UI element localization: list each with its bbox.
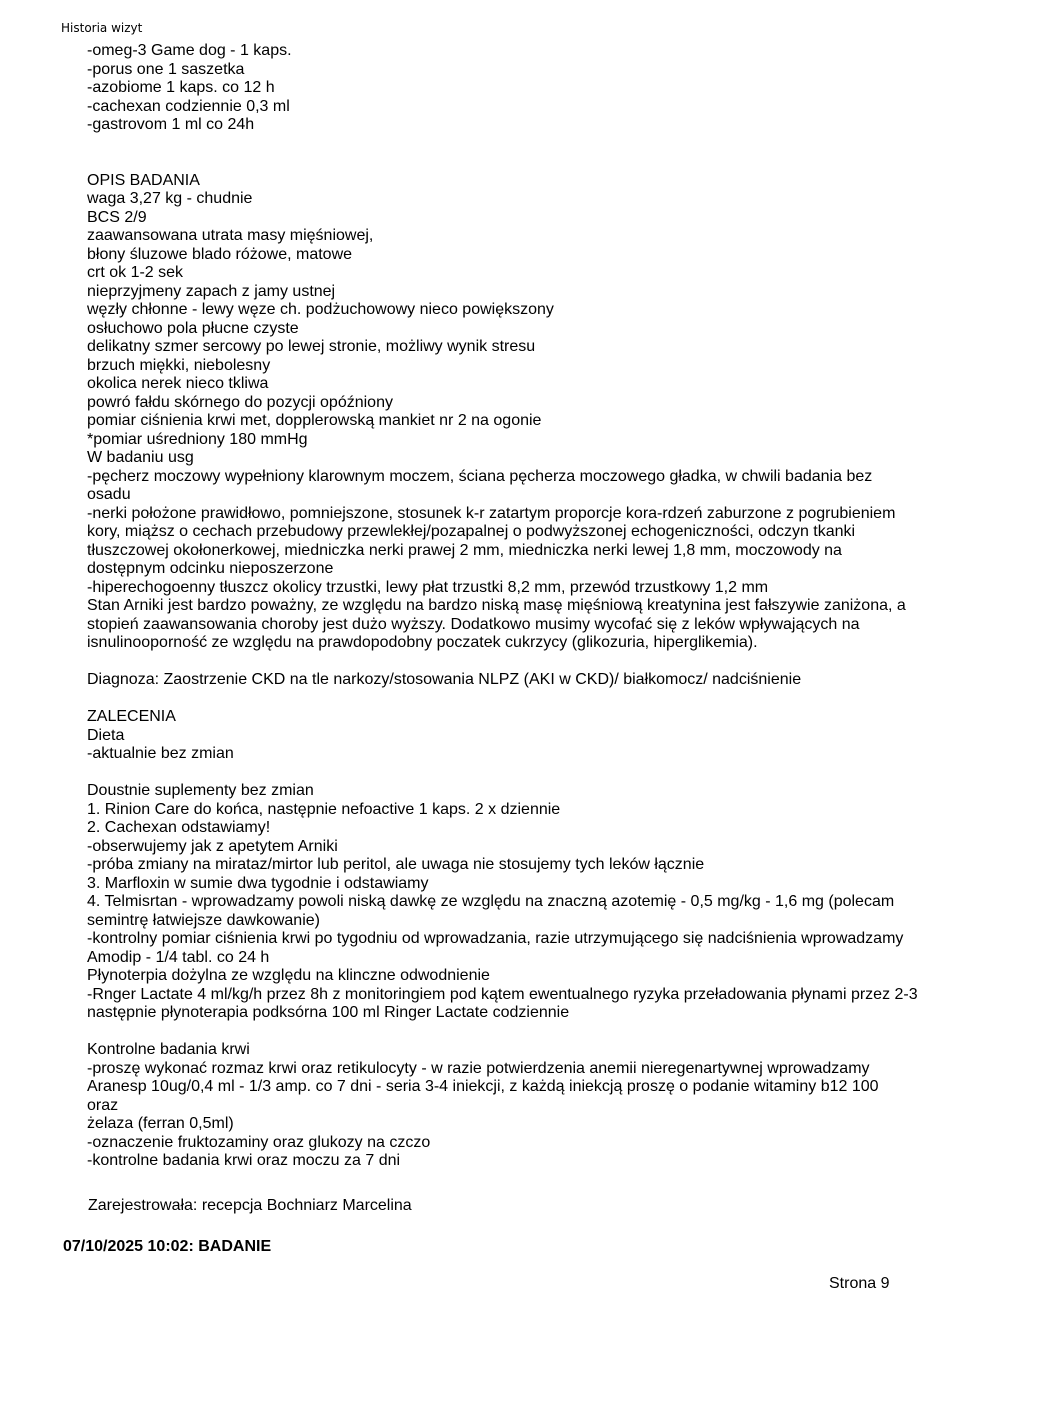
note-line: 2. Cachexan odstawiamy! (87, 819, 271, 836)
note-line: BCS 2/9 (87, 208, 147, 226)
note-line (87, 764, 947, 783)
document-header: Historia wizyt (61, 21, 143, 35)
visit-heading: 07/10/2025 10:02: BADANIE (63, 1238, 272, 1255)
note-line: żelaza (ferran 0,5ml) (87, 1115, 234, 1132)
note-line: -azobiome 1 kaps. co 12 h (87, 79, 275, 96)
note-line: OPIS BADANIA (87, 171, 200, 189)
note-line: delikatny szmer sercowy po lewej stronie, możliwy wynik stresu (87, 338, 536, 355)
note-line: nieprzyjmeny zapach z jamy ustnej (87, 282, 336, 300)
note-line: crt ok 1-2 sek (87, 264, 184, 281)
note-line (87, 135, 947, 154)
note-line: -oznaczenie fruktozaminy oraz glukozy na czczo (87, 1133, 431, 1151)
note-line: Diagnoza: Zaostrzenie CKD na tle narkozy/stosowania NLPZ (AKI w CKD)/ białkomocz/ nadciśnienie (87, 671, 802, 688)
note-line: osadu (87, 486, 131, 503)
note-line: błony śluzowe blado różowe, matowe (87, 245, 353, 263)
note-line: -proszę wykonać rozmaz krwi oraz retikulocyty - w razie potwierdzenia anemii nieregenartywnej wprowadzamy (87, 1059, 870, 1077)
note-line: waga 3,27 kg - chudnie (87, 190, 253, 207)
note-line: -Rnger Lactate 4 ml/kg/h przez 8h z monitoringiem pod kątem ewentualnego ryzyka przeładowania płynami przez 2-3 (87, 985, 918, 1003)
note-line: brzuch miękki, niebolesny (87, 356, 271, 374)
page-number: Strona 9 (829, 1275, 890, 1292)
note-line (87, 153, 947, 172)
note-line: 1. Rinion Care do końca, następnie nefoactive 1 kaps. 2 x dziennie (87, 800, 561, 818)
note-line: -pęcherz moczowy wypełniony klarownym moczem, ściana pęcherza moczowego gładka, w chwili badania bez (87, 467, 873, 485)
note-line: -nerki położone prawidłowo, pomniejszone, stosunek k-r zatartym proporcje kora-rdzeń zaburzone z pogrubieniem (87, 504, 896, 522)
note-line: Kontrolne badania krwi (87, 1041, 250, 1058)
registered-by-line: Zarejestrowała: recepcja Bochniarz Marcelina (88, 1197, 412, 1214)
note-line: następnie płynoterapia podksórna 100 ml Ringer Lactate codziennie (87, 1004, 570, 1021)
note-line: semintrę łatwiejsze dawkowanie) (87, 911, 320, 929)
note-line (87, 653, 947, 672)
note-line: 3. Marfloxin w sumie dwa tygodnie i odstawiamy (87, 874, 429, 892)
note-line: Płynoterpia dożylna ze względu na klinczne odwodnienie (87, 967, 490, 984)
note-line: dostępnym odcinku nieposzerzone (87, 560, 334, 577)
note-line: -gastrovom 1 ml co 24h (87, 116, 255, 133)
note-line: węzły chłonne - lewy węze ch. podżuchowowy nieco powiększony (87, 301, 554, 318)
note-line: stopień zaawansowania choroby jest dużo wyższy. Dodatkowo musimy wycofać się z leków wpływających na (87, 615, 860, 633)
note-line: Stan Arniki jest bardzo poważny, ze względu na bardzo niską masę mięśniową kreatynina jest fałszywie zaniżona, a (87, 597, 906, 614)
note-line: isnulinooporność ze względu na prawdopodobny poczatek cukrzycy (glikozuria, hiperglikemia). (87, 634, 758, 651)
note-line: -aktualnie bez zmian (87, 745, 234, 762)
note-line: tłuszczowej okołonerkowej, miedniczka nerki prawej 2 mm, miedniczka nerki lewej 1,8 mm, moczowody na (87, 541, 842, 559)
note-line: -hiperechogoenny tłuszcz okolicy trzustki, lewy płat trzustki 8,2 mm, przewód trzustkowy 1,2 mm (87, 578, 769, 596)
note-line: -próba zmiany na mirataz/mirtor lub peritol, ale uwaga nie stosujemy tych leków łącznie (87, 856, 705, 873)
note-line: okolica nerek nieco tkliwa (87, 375, 269, 392)
note-line: 4. Telmisrtan - wprowadzamy powoli niską dawkę ze względu na znaczną azotemię - 0,5 mg/kg - 1,6 mg (polecam (87, 893, 895, 910)
note-line (87, 1023, 947, 1042)
note-line: -kontrolny pomiar ciśnienia krwi po tygodniu od wprowadzania, razie utrzymującego się nadciśnienia wprowadzamy (87, 930, 904, 947)
note-line: oraz (87, 1096, 119, 1114)
note-line: Doustnie suplementy bez zmian (87, 782, 314, 799)
note-line: -obserwujemy jak z apetytem Arniki (87, 837, 338, 855)
note-line: Aranesp 10ug/0,4 ml - 1/3 amp. co 7 dni - seria 3-4 iniekcji, z każdą iniekcją proszę o podanie witaminy b12 100 (87, 1078, 879, 1095)
note-line: pomiar ciśnienia krwi met, dopplerowską mankiet nr 2 na ogonie (87, 412, 542, 429)
note-line (87, 690, 947, 709)
visit-notes-body (87, 42, 947, 1171)
note-line: ZALECENIA (87, 708, 176, 725)
note-line: kory, miąższ o cechach przebudowy przewlekłej/pozapalnej o podwyższonej echogeniczności, odczyn tkanki (87, 523, 856, 540)
note-line: -porus one 1 saszetka (87, 60, 245, 78)
note-line: *pomiar uśredniony 180 mmHg (87, 430, 308, 448)
note-line: Dieta (87, 726, 125, 744)
note-line: zaawansowana utrata masy mięśniowej, (87, 227, 374, 244)
note-line: -omeg-3 Game dog - 1 kaps. (87, 42, 292, 59)
note-line: Amodip - 1/4 tabl. co 24 h (87, 948, 270, 966)
note-line: W badaniu usg (87, 449, 194, 466)
note-line: -cachexan codziennie 0,3 ml (87, 97, 290, 115)
note-line: -kontrolne badania krwi oraz moczu za 7 dni (87, 1152, 401, 1169)
note-line: osłuchowo pola płucne czyste (87, 319, 299, 337)
note-line: powró fałdu skórnego do pozycji opóźniony (87, 393, 393, 411)
